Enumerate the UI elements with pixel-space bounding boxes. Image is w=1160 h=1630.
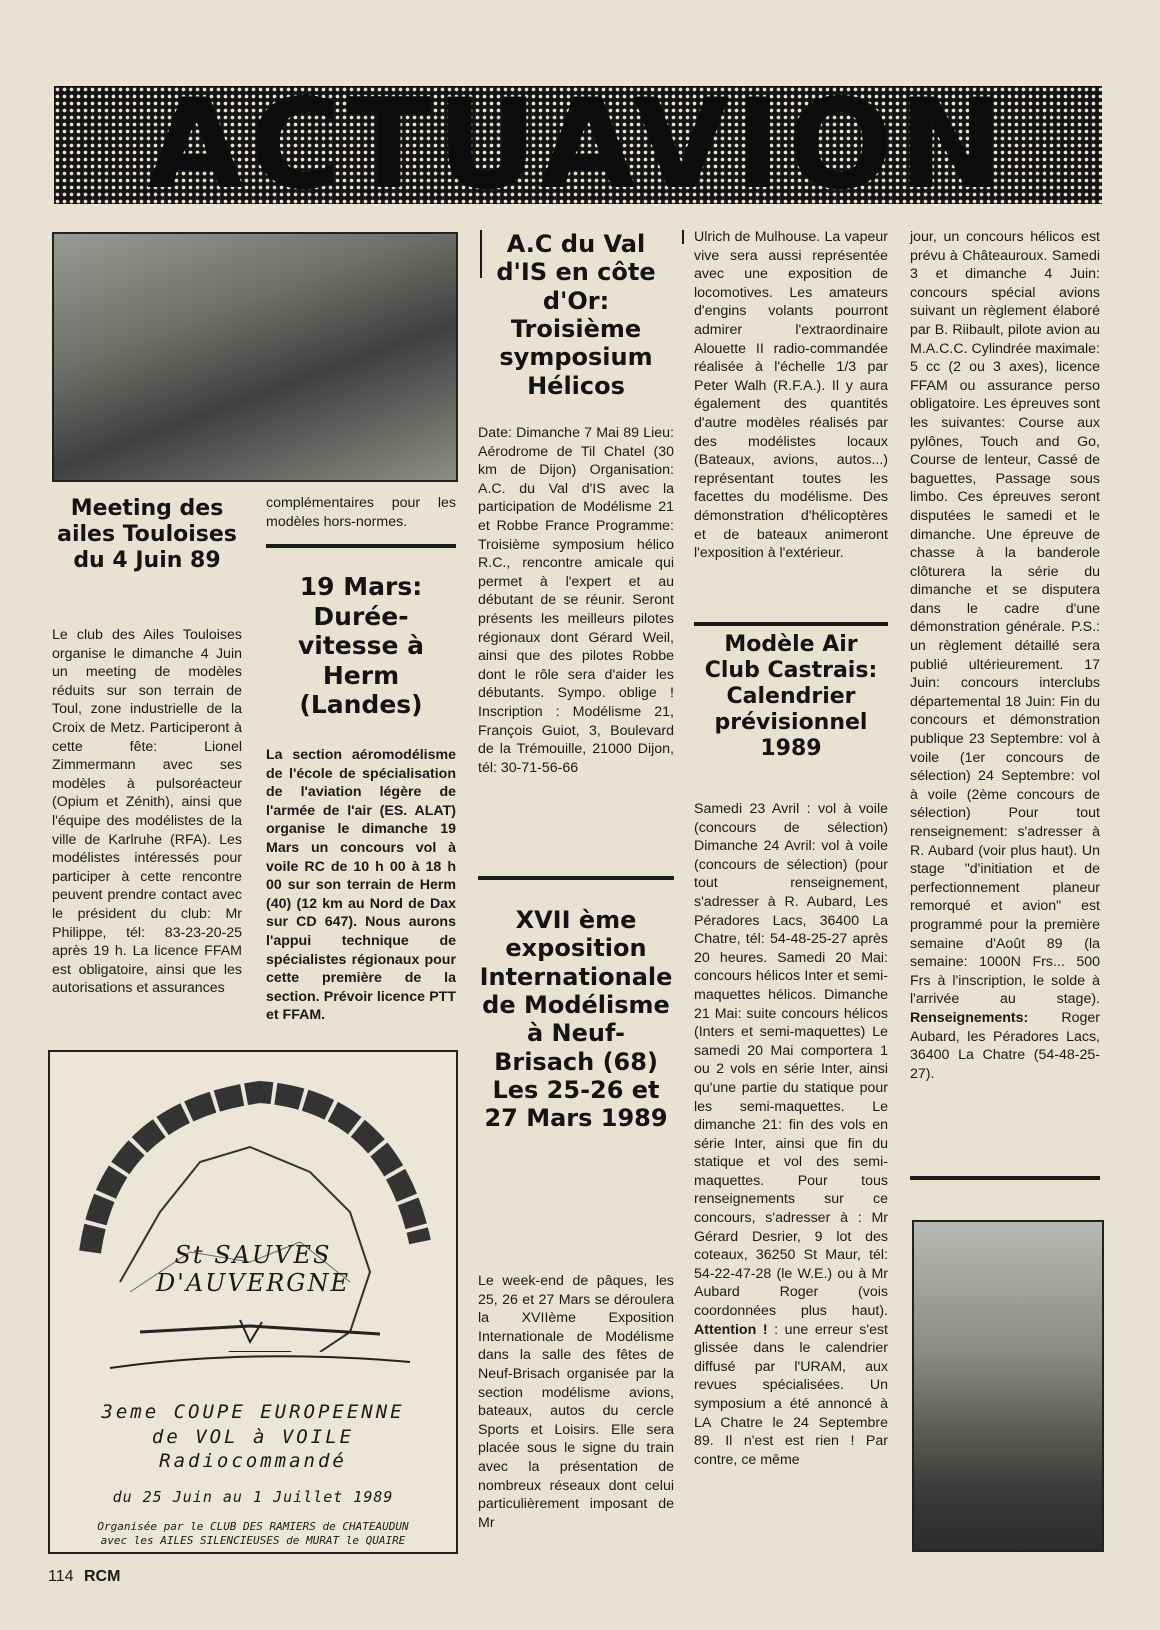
banner-title: ACTUAVION	[147, 86, 1008, 204]
divider	[266, 544, 456, 548]
article-castrais	[694, 800, 888, 1469]
article-castrais-text: Samedi 23 Avril : vol à voile (concours de sélection) Dimanche 24 Avril: vol à voile (concours de sélection) (pour tout renseignement, s'adresser à R. Aubard, Les Péradores Lacs, 36400 La Chatre, tél: 54-48-25-27 après 20 heures. Samedi 20 Mai: concours hélicos Inter et semi-maquettes hélicos. Dimanche 21 Mai: suite concours hélicos (Inters et semi-maquettes) Le samedi 20 Mai comportera 1 ou 2 vols en série Inter, ainsi qu'une partie du statique pour les semi-maquettes. Le dimanche 21: fin des vols en série Inter, ainsi que fin du statique et vol des semi-maquettes. Pour tous renseignements sur ce concours, s'adresser à : Mr Gérard Desrier, 9 lot des coteaux, 36250 St Maur, tél: 54-22-47-28 (le W.E.) ou à Mr Aubard Roger (vois coordonnées plus haut).	[694, 801, 888, 1320]
poster-organizer-line2: avec les AILES SILENCIEUSES de MURAT le QUAIRE	[100, 1533, 406, 1547]
divider	[694, 622, 888, 626]
section-banner	[54, 86, 1102, 204]
contact-text: Roger Aubard, les Péradores Lacs, 36400 La Chatre (54-48-25-27).	[910, 1009, 1100, 1082]
poster-title-line3: Radiocommandé	[159, 1450, 347, 1473]
article-neuf-brisach-continued: Ulrich de Mulhouse. La vapeur vive sera aussi représentée avec une exposition de locomotives. Les amateurs d'engins volants pourront admirer l'extraordinaire Alouette II radio-commandée réalisée à l'échelle 1/3 par Peter Walh (R.F.A.). Il y aura également des quantités d'autre modèles réalisés par des modélistes locaux (Bateaux, avions, autos...) représentant toutes les facettes du modélisme. Des démonstration d'hélicoptères et de bateaux animeront l'exposition à l'extérieur.	[694, 229, 888, 562]
headline-castrais: Modèle Air Club Castrais: Calendrier prévisionnel 1989	[704, 632, 878, 761]
divider	[910, 1176, 1100, 1180]
page-footer	[48, 1568, 120, 1586]
column-divider	[682, 230, 684, 244]
event-poster	[48, 1050, 458, 1554]
article-ailes-touloises: Le club des Ailes Touloises organise le dimanche 4 Juin un meeting de modèles réduits sur son terrain de Toul, zone industrielle de la Croix de Metz. Participeront à cette fête: Lionel Zimmermann avec ses modèles à pulsoréacteur (Opium et Zénith), ainsi que l'équipe des modélistes de la ville de Karlruhe (RFA). Les modélistes intéressés pour participer à cette rencontre peuvent prendre contact avec le président du club: Mr Philippe, tél: 83-23-20-25 après 19 h. La licence FFAM est obligatoire, ainsi que les autorisations et assurances	[52, 627, 242, 997]
article-herm: La section aéromodélisme de l'école de spécialisation de l'aviation légère de l'armée de l'air (ES. ALAT) organise le dimanche 19 Mars un concours vol à voile RC de 10 h 00 à 18 h 00 sur son terrain de Herm (40) (12 km au Nord de Dax sur CD 647). Nous aurons l'appui technique de spécialistes régionaux pour cette première de la section. Prévoir licence PTT et FFAM.	[266, 747, 456, 1024]
poster-title-line2: de VOL à VOILE	[151, 1425, 355, 1448]
article-castrais-continued-text: jour, un concours hélicos est prévu à Châteauroux. Samedi 3 et dimanche 4 Juin: concours spécial avions suivant un règlement élaboré par B. Riibault, pilote avion au M.A.C.C. Cylindrée maximale: 5 cc (2 ou 3 axes), licence FFAM ou assurance perso obligatoire. Les épreuves sont les suivantes: Course aux pylônes, Touch and Go, Course de lenteur, Cassé de baguettes, Passage sous limbo. Ces épreuves seront disputées le samedi et le dimanche. Une épreuve de chasse à la banderole clôturera la série du dimanche et se disputera dans le cadre d'une démonstration générale. P.S.: un règlement détaillé sera publié ultérieurement. 17 Juin: concours interclubs départemental 18 Juin: Fin du concours et démonstration publique 23 Septembre: vol à voile (1er concours de sélection) 24 Septembre: vol à voile (2ème concours de sélection) Pour tout renseignement: s'adresser à R. Aubard (voir plus haut). Un stage "d'initiation et de perfectionnement planeur remorqué et avion" est programmé pour la première semaine d'Août 89 (la semaine: 1000N Frs... 500 Frs à l'inscription, le solde à l'arrivée au stage).	[910, 229, 1101, 1008]
poster-organizer-line1: Organisée par le CLUB DES RAMIERS de CHATEAUDUN	[97, 1520, 409, 1533]
headline-ailes-touloises: Meeting des ailes Touloises du 4 Juin 89	[57, 496, 237, 573]
contact-label: Renseignements:	[910, 1009, 1029, 1026]
photo-helicopter-meeting	[52, 232, 458, 482]
poster-location-line2: D'AUVERGNE	[155, 1268, 350, 1297]
headline-neuf-brisach: XVII ème exposition Internationale de Modélisme à Neuf-Brisach (68) Les 25-26 et 27 Mars 1989	[479, 906, 673, 1133]
photo-pilot-mountain	[912, 1220, 1104, 1552]
article-continuation: complémentaires pour les modèles hors-normes.	[266, 495, 456, 530]
poster-location-line1: St SAUVES	[174, 1241, 332, 1269]
attention-label: Attention !	[694, 1321, 768, 1338]
attention-text: : une erreur s'est glissée dans le calendrier diffusé par l'URAM, aux revues spécialisées. Un symposium a été annoncé à LA Chatre le 24 Septembre 89. Il n'est est rien ! Par contre, ce même	[694, 1321, 889, 1468]
article-castrais-continued	[910, 228, 1100, 1083]
magazine-name: RCM	[83, 1568, 121, 1585]
article-val-dis: Date: Dimanche 7 Mai 89 Lieu: Aérodrome de Til Chatel (30 km de Dijon) Organisation: A.C. du Val d'IS avec la participation de Modélisme 21 et Robbe France Programme: Troisième symposium hélico R.C., rencontre amicale qui permet à l'expert et au débutant de se réunir. Seront présents les meilleurs pilotes régionaux dont Gérard Weil, ainsi que des pilotes Robbe dont le rôle sera d'aider les débutants. Sympo. oblige ! Inscription : Modélisme 21, François Guiot, 3, Boulevard de la Trémouille, 21000 Dijon, tél: 30-71-56-66	[478, 425, 674, 776]
headline-val-dis: A.C du Val d'IS en côte d'Or: Troisième symposium Hélicos	[496, 230, 656, 400]
divider	[478, 876, 674, 880]
poster-title	[50, 1400, 456, 1474]
poster-organizers	[50, 1520, 456, 1548]
article-neuf-brisach: Le week-end de pâques, les 25, 26 et 27 Mars se déroulera la XVIIème Exposition Internationale de Modélisme dans la salle des fêtes de Neuf-Brisach organisée par la section modélisme avions, bateaux, autos du cercle Sports et Loisirs. Elle sera placée sous le signe du train avec la présentation de nombreux réseaux dont celui particulièrement imposant de Mr	[478, 1273, 674, 1531]
poster-dates: du 25 Juin au 1 Juillet 1989	[112, 1488, 394, 1506]
poster-location	[50, 1242, 456, 1297]
page-number: 114	[48, 1568, 74, 1585]
poster-title-line1: 3eme COUPE EUROPEENNE	[101, 1401, 405, 1423]
glider-illustration	[50, 1298, 456, 1378]
headline-herm: 19 Mars: Durée-vitesse à Herm (Landes)	[297, 572, 425, 719]
